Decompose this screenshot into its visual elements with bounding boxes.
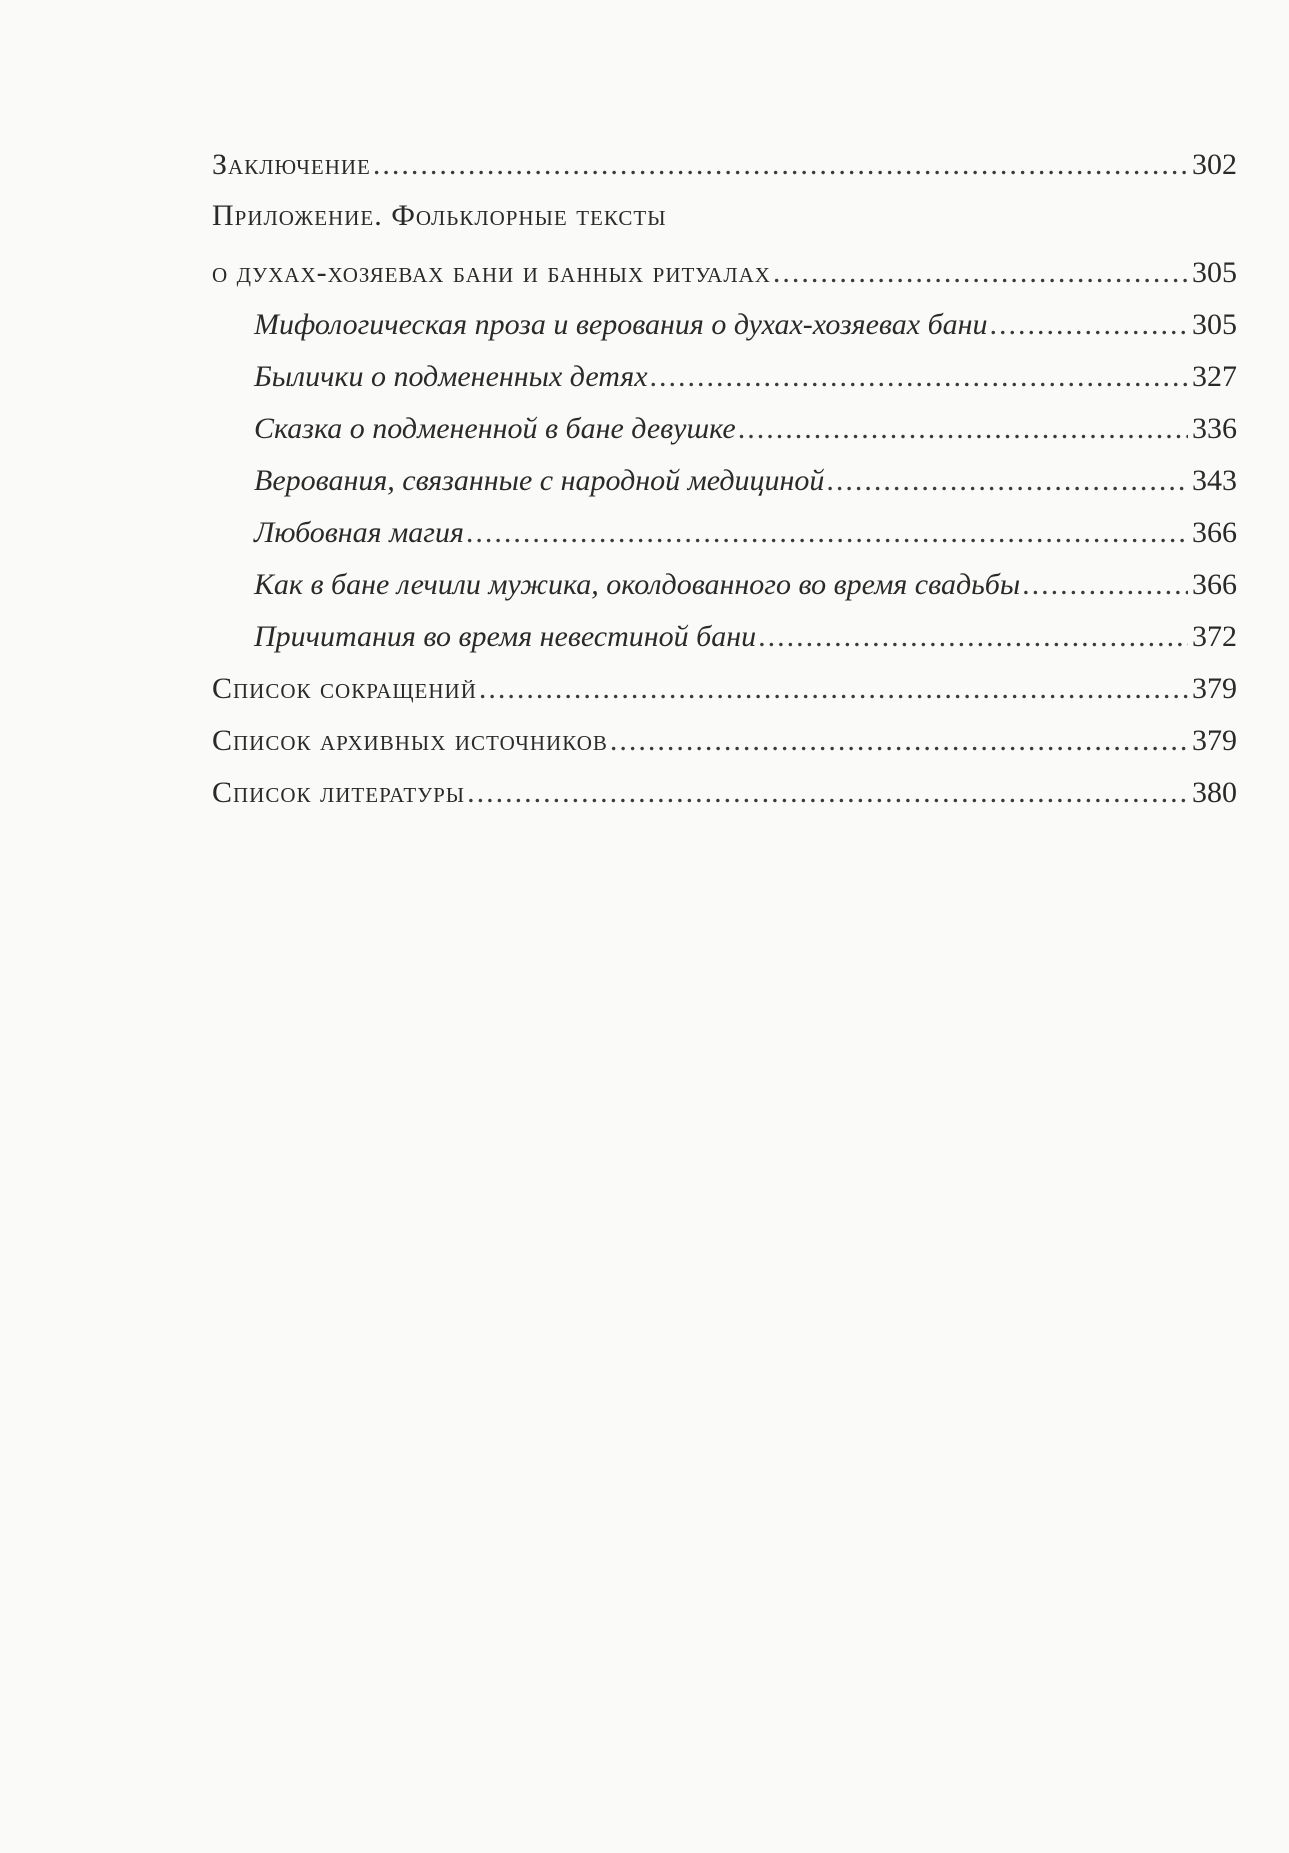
- dot-leader: [466, 516, 1188, 549]
- toc-entry-appendix[interactable]: [212, 256, 1237, 289]
- toc-subentry-page: 327: [1192, 360, 1237, 393]
- toc-entry-page: 302: [1192, 148, 1237, 181]
- toc-subentry-page: 372: [1192, 620, 1237, 653]
- dot-leader: [650, 360, 1188, 393]
- toc-entry-page: 379: [1192, 672, 1237, 705]
- toc-subentry-title: Любовная магия: [254, 516, 464, 549]
- toc-subentry[interactable]: [212, 308, 1237, 341]
- toc-subentry-title: Причитания во время невестиной бани: [254, 620, 757, 653]
- dot-leader: [826, 464, 1188, 497]
- toc-subentry[interactable]: [212, 412, 1237, 445]
- toc-entry-conclusion[interactable]: [212, 148, 1237, 181]
- dot-leader: [479, 672, 1188, 705]
- toc-entry-page: 380: [1192, 776, 1237, 809]
- toc-subentry-title: Сказка о подмененной в бане девушке: [254, 412, 736, 445]
- dot-leader: [738, 412, 1188, 445]
- toc-entry-title: Список сокращений: [212, 672, 477, 705]
- dot-leader: [773, 256, 1188, 289]
- toc-subentry[interactable]: [212, 360, 1237, 393]
- toc-subentry-page: 343: [1192, 464, 1237, 497]
- dot-leader: [758, 620, 1188, 653]
- toc-subentry-title: Мифологическая проза и верования о духах-хозяевах бани: [254, 308, 988, 341]
- toc-entry-page: 305: [1192, 256, 1237, 289]
- toc-subentry-title: Верования, связанные с народной медициной: [254, 464, 825, 497]
- dot-leader: [467, 776, 1188, 809]
- dot-leader: [1022, 568, 1188, 601]
- toc-subentry[interactable]: [212, 568, 1237, 601]
- toc-entry-title: о духах-хозяевах бани и банных ритуалах: [212, 256, 771, 289]
- toc-entry-abbreviations[interactable]: [212, 672, 1237, 705]
- dot-leader: [990, 308, 1188, 341]
- toc-subentry-page: 305: [1192, 308, 1237, 341]
- toc-entry-page: 379: [1192, 724, 1237, 757]
- toc-entry-title: Список архивных источников: [212, 724, 608, 757]
- table-of-contents: [212, 148, 1237, 809]
- toc-subentry-page: 366: [1192, 516, 1237, 549]
- toc-subentry-title: Как в бане лечили мужика, околдованного во время свадьбы: [254, 568, 1021, 601]
- toc-subentry[interactable]: [212, 620, 1237, 653]
- dot-leader: [373, 148, 1188, 181]
- toc-subentry[interactable]: [212, 516, 1237, 549]
- toc-entry-archival-sources[interactable]: [212, 724, 1237, 757]
- toc-entry-title: Список литературы: [212, 776, 466, 809]
- toc-entry-literature[interactable]: [212, 776, 1237, 809]
- toc-subentry-page: 336: [1192, 412, 1237, 445]
- dot-leader: [610, 724, 1188, 757]
- toc-entry-appendix-line1[interactable]: Приложение. Фольклорные тексты: [212, 199, 667, 232]
- toc-subentry-page: 366: [1192, 568, 1237, 601]
- toc-entry-title: Заключение: [212, 148, 371, 181]
- toc-subentry[interactable]: [212, 464, 1237, 497]
- toc-subentry-title: Былички о подмененных детях: [254, 360, 648, 393]
